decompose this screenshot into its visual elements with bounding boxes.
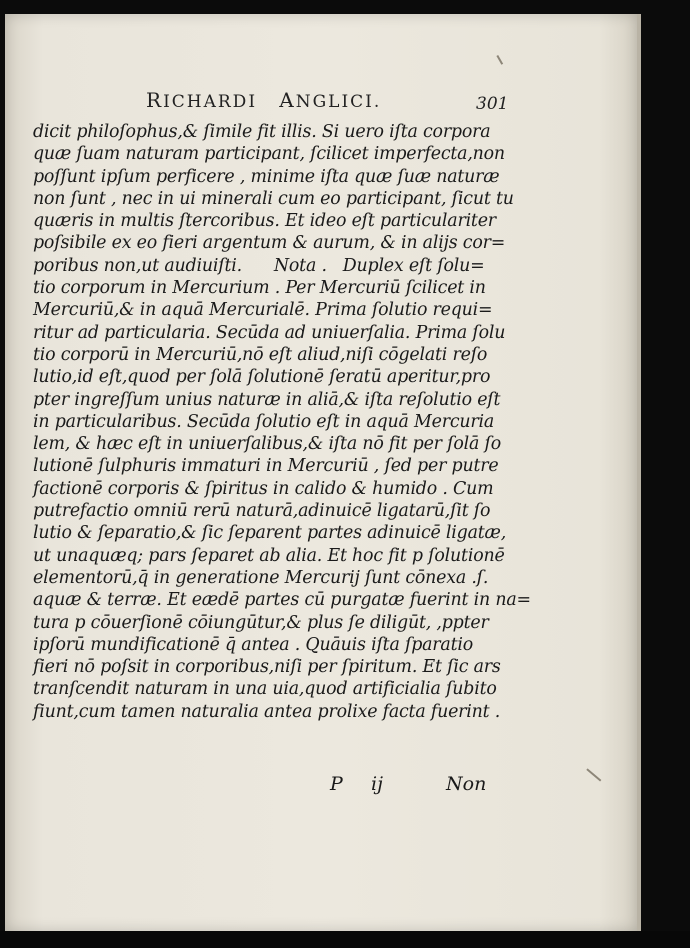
text-line: in particularibus. Secūda ſolutio eſt in aquā Mercuria <box>33 411 495 432</box>
body-text <box>33 121 531 723</box>
text-line: ritur ad particularia. Secūda ad uniuerſalia. Prima ſolu <box>33 322 506 343</box>
text-line: putrefactio omniū rerū naturā,adinuicē ligatarū,ſit ſo <box>33 501 491 522</box>
text-line: non ſunt , nec in ui minerali cum eo participant, ſicut tu <box>33 188 514 209</box>
running-head-word: NGLICI. <box>295 92 382 112</box>
running-head-initial: R <box>146 88 164 112</box>
running-head-word: ICHARDI <box>163 92 258 112</box>
text-line: lutionē ſulphuris immaturi in Mercuriū , ſed per putre <box>33 456 499 477</box>
page-scratch-mark <box>587 768 602 781</box>
signature-numeral: ij <box>371 773 383 795</box>
running-head <box>146 88 381 112</box>
page-number: 301 <box>476 94 509 114</box>
text-line: dicit philoſophus,& ſimile fit illis. Si uero iſta corpora <box>33 122 491 142</box>
text-line: ipſorū mundificationē q̄ antea . Quāuis iſta ſparatio <box>33 634 473 655</box>
text-line: poſsibile ex eo fieri argentum & aurum, & in alijs cor= <box>33 233 506 254</box>
text-line: tio corporū in Mercuriū,nō eſt aliud,niſi cōgelati reſo <box>33 344 488 365</box>
text-line: poribus non,ut audiuiſti. Nota . Duplex eſt ſolu= <box>33 255 485 276</box>
text-line: fieri nō poſsit in corporibus,niſi per ſpiritum. Et ſic ars <box>33 657 501 678</box>
page-scratch-mark <box>497 55 503 64</box>
running-head-initial: A <box>279 88 296 112</box>
scan-bottom-border <box>0 931 690 948</box>
page-edge <box>637 14 641 931</box>
text-line: factionē corporis & ſpiritus in calido & humido . Cum <box>33 478 494 499</box>
signature-letter: P <box>330 773 343 795</box>
text-line: pter ingreſſum unius naturæ in aliā,& iſta reſolutio eſt <box>33 389 501 410</box>
text-line: lutio,id eſt,quod per ſolā ſolutionē ſeratū aperitur,pro <box>33 367 491 388</box>
text-line: tio corporum in Mercurium . Per Mercuriū ſcilicet in <box>33 278 486 299</box>
text-line: tranſcendit naturam in una uia,quod artificialia ſubito <box>33 679 497 700</box>
text-line: fiunt,cum tamen naturalia antea prolixe facta fuerint . <box>33 701 501 722</box>
text-line: quæris in multis ſtercoribus. Et ideo eſt particulariter <box>33 211 496 232</box>
text-line: aquæ & terræ. Et eædē partes cū purgatæ fuerint in na= <box>33 590 531 611</box>
text-line: Mercuriū,& in aquā Mercurialē. Prima ſolutio requi= <box>33 300 493 321</box>
text-line: quæ ſuam naturam participant, ſcilicet imperfecta,non <box>33 144 505 165</box>
catchword: Non <box>446 773 487 795</box>
text-line: elementorū,q̄ in generatione Mercurij ſunt cōnexa .ſ. <box>33 567 489 588</box>
text-line: lem, & hæc eſt in uniuerſalibus,& iſta nō fit per ſolā ſo <box>33 434 501 455</box>
text-line: lutio & ſeparatio,& ſic ſeparent partes adinuicē ligatæ, <box>33 523 507 544</box>
text-line: poſſunt ipſum perficere , minime iſta quæ ſuæ naturæ <box>33 166 500 187</box>
text-line: tura p cōuerſionē cōiungūtur,& plus ſe diligūt, ,ppter <box>33 612 489 633</box>
text-line: ut unaquæq; pars ſeparet ab alia. Et hoc fit p ſolutionē <box>33 545 505 566</box>
